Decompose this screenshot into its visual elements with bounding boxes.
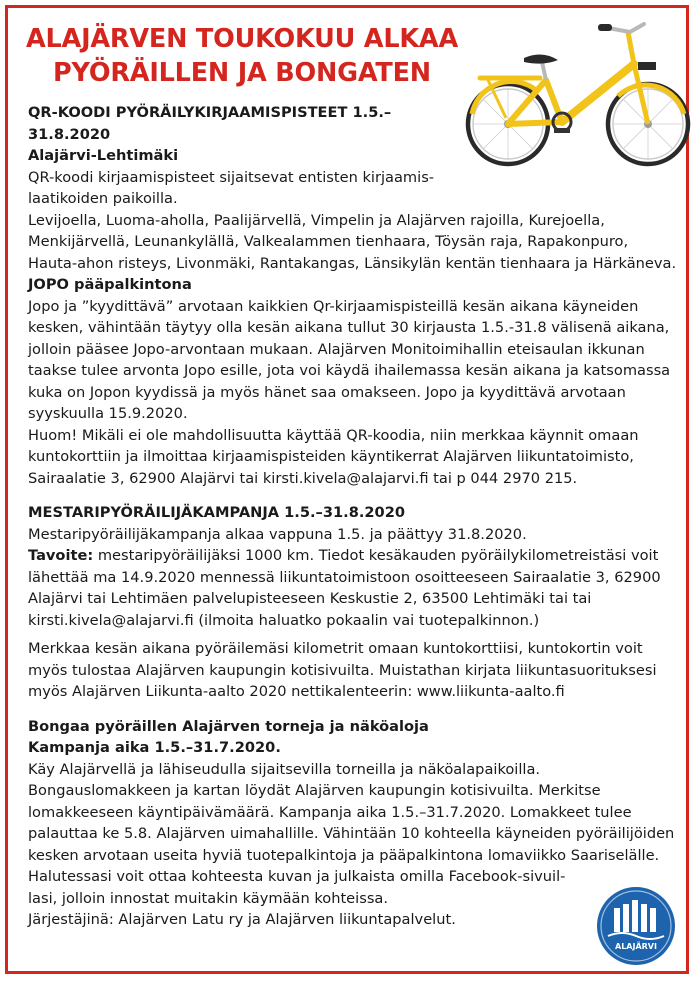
towers-text-1: Käy Alajärvellä ja lähiseudulla sijaitsevilla torneilla ja näköalapaikoilla. Bongauslomakkeen ja kartan löydät Alajärven kaupungin kotisivuilta. Merkitse lomakkeeseen käyntipäivämäärä. Kampanja aika 1.5.–31.7.2020. Lomakkeet tulee palauttaa ke 5.8. Alajärven uimahallille. Vähintään 10 kohteella käyneiden pyöräilijöiden kesken arvotaan useita hyviä tuotepalkintoja ja pääpalkintona lomaviikko Saariselälle. bbox=[28, 760, 675, 864]
qr-locations: Levijoella, Luoma-aholla, Paalijärvellä, Vimpelin ja Alajärven rajoilla, Kurejoella, Menkijärvellä, Leunankylällä, Valkealammen tienhaara, Töysän raja, Rapakonpuro, Hauta-ahon risteys, Livonmäki, Rantakangas, Länsikylän kentän tienhaara ja Härkäneva. bbox=[28, 211, 677, 272]
title-line-1: ALAJÄRVEN TOUKOKUU ALKAA bbox=[25, 24, 459, 54]
master-text-1: Mestaripyöräilijäkampanja alkaa vappuna 1.5. ja päättyy 31.8.2020. bbox=[28, 525, 527, 543]
logo-text: ALAJÄRVI bbox=[615, 942, 657, 951]
goal-label: Tavoite: bbox=[28, 547, 94, 564]
qr-note: Huom! Mikäli ei ole mahdollisuutta käyttää QR-koodia, niin merkkaa käynnit omaan kuntokorttiin ja ilmoittaa kirjaamispisteiden käyntikerrat Alajärven liikuntatoimisto, Sairaalatie 3, 62900 Alajärvi tai kirsti.kivela@alajarvi.fi tai p 044 2970 215. bbox=[28, 426, 639, 487]
alajarvi-logo bbox=[596, 886, 676, 966]
master-section-heading: MESTARIPYÖRÄILIJÄKAMPANJA 1.5.–31.8.2020 bbox=[28, 504, 406, 521]
master-text-2: Merkkaa kesän aikana pyöräilemäsi kilometrit omaan kuntokorttiisi, kuntokortin voit myös tulostaa Alajärven kaupungin kotisivuilta. Muistathan kirjata liikuntasuorituksesi myös Alajärven Liikunta-aalto 2020 nettikalenteerin: www.liikunta-aalto.fi bbox=[28, 640, 657, 700]
qr-section-heading: QR-KOODI PYÖRÄILYKIRJAAMISPISTEET 1.5.–31.8.2020 bbox=[28, 104, 392, 143]
goal-text: mestaripyöräilijäksi 1000 km. Tiedot kesäkauden pyöräilykilometreistäsi voit lähettää ma 14.9.2020 mennessä liikuntatoimistoon osoitteeseen Sairaalatie 3, 62900 Alajärvi tai Lehtimäen palvelupisteeseen Keskustie 2, 63500 Lehtimäki tai tai kirsti.kivela@alajarvi.fi (ilmoita haluatko pokaalin vai tuotepalkinnon.) bbox=[28, 547, 661, 629]
title-line-2: PYÖRÄILLEN JA BONGATEN bbox=[53, 58, 431, 88]
towers-section-subheading: Kampanja aika 1.5.–31.7.2020. bbox=[28, 739, 281, 756]
organizers: Järjestäjinä: Alajärven Latu ry ja Alajärven liikuntapalvelut. bbox=[28, 911, 456, 928]
qr-section-subheading: Alajärvi-Lehtimäki bbox=[28, 147, 179, 164]
towers-section-heading: Bongaa pyöräillen Alajärven torneja ja näköaloja bbox=[28, 717, 429, 735]
master-goal bbox=[28, 545, 680, 631]
towers-text-2-line-2: lasi, jolloin innostat muitakin käymään kohteissa. bbox=[28, 889, 389, 907]
poster-title bbox=[8, 22, 476, 90]
towers-text-2-line-1: Halutessasi voit ottaa kohteesta kuvan ja julkaista omilla Facebook-sivuil- bbox=[28, 868, 566, 885]
prize-heading: JOPO pääpalkintona bbox=[28, 276, 192, 293]
poster-content bbox=[28, 102, 680, 931]
prize-text: Jopo ja ”kyydittävä” arvotaan kaikkien Qr-kirjaamispisteillä kesän aikana käyneiden kesken, vähintään täytyy olla kesän aikana tullut 30 kirjausta 1.5.-31.8 välisenä aikana, jolloin pääsee Jopo-arvontaan mukaan. Alajärven Monitoimihallin eteisaulan ikkunan taakse tulee arvonta Jopo esille, jota voi käydä ihailemassa kesän aikana ja katsomassa kuka on Jopon kyydissä ja myös hänet saa omakseen. Jopo ja kyydittävä arvotaan syyskuulla 15.9.2020. bbox=[28, 297, 671, 422]
qr-intro-line-1: QR-koodi kirjaamispisteet sijaitsevat entisten kirjaamis- bbox=[28, 168, 435, 186]
qr-intro-line-2: laatikoiden paikoilla. bbox=[28, 190, 178, 207]
